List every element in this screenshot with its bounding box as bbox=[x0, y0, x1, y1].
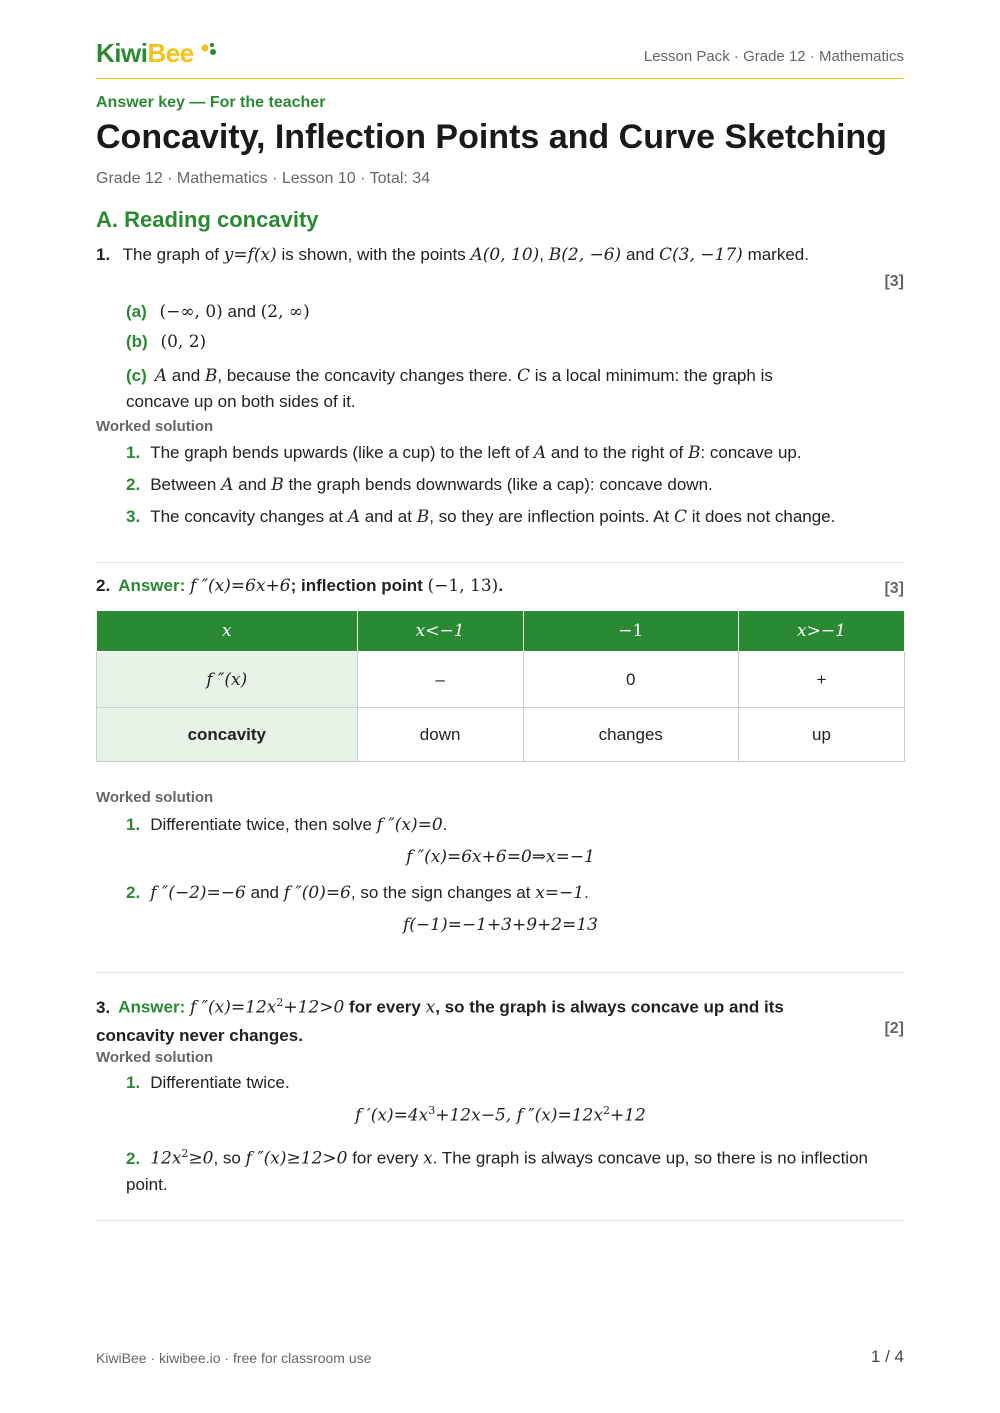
page-title: Concavity, Inflection Points and Curve Sketching bbox=[96, 118, 887, 156]
table-header: x bbox=[97, 611, 358, 652]
table-cell: down bbox=[357, 708, 523, 762]
table-cell: – bbox=[357, 652, 523, 708]
q1-step-2: 2. Between A and B the graph bends downwards (like a cap): concave down. bbox=[126, 475, 713, 495]
table-header: −1 bbox=[523, 611, 738, 652]
divider bbox=[96, 1220, 904, 1221]
table-row bbox=[97, 708, 905, 762]
q1-step-1: 1. The graph bends upwards (like a cup) to the left of A and to the right of B: concave up. bbox=[126, 443, 802, 463]
table-header: x>−1 bbox=[738, 611, 904, 652]
q3-marks: [2] bbox=[884, 1020, 904, 1037]
q1-part-b: (b) (0, 2) bbox=[126, 332, 207, 352]
divider bbox=[96, 972, 904, 973]
q2-display-eq-2: f(−1)=−1+3+9+2=13 bbox=[403, 915, 598, 935]
q2-marks: [3] bbox=[884, 580, 904, 597]
row-header: f ″(x) bbox=[97, 652, 358, 708]
q3-step-1: 1. Differentiate twice. bbox=[126, 1073, 290, 1092]
page-number: 1 / 4 bbox=[870, 1347, 904, 1366]
q2-worked-solution-label: Worked solution bbox=[96, 789, 214, 806]
table-row bbox=[97, 652, 905, 708]
table-header-row bbox=[97, 611, 905, 652]
lesson-meta: Grade 12 · Mathematics · Lesson 10 · Total: 34 bbox=[96, 170, 431, 187]
q1-part-a: (a) (−∞, 0) and (2, ∞) bbox=[126, 302, 310, 322]
table-cell: up bbox=[738, 708, 904, 762]
kiwibee-logo: KiwiBee bbox=[96, 38, 218, 69]
divider bbox=[96, 562, 904, 563]
q3-step-2: 2. $12x^2\ge 0$, so f ″(x)≥12>0 for every x. The graph is always concave up, so there is no inflection point. bbox=[126, 1147, 868, 1194]
question-1: 1. The graph of y=f(x) is shown, with the points A(0, 10), B(2, −6) and C(3, −17) marked. bbox=[96, 245, 809, 265]
q1-step-3: 3. The concavity changes at A and at B, so they are inflection points. At C it does not change. bbox=[126, 507, 836, 527]
header-meta: Lesson Pack · Grade 12 · Mathematics bbox=[643, 48, 904, 65]
q3-display-eq: f $'(x)=4x^3+12x-5$, f $''(x)=12x^2+12$ bbox=[355, 1104, 646, 1126]
section-a-heading: A. Reading concavity bbox=[96, 207, 319, 232]
answer-label: Answer: bbox=[118, 576, 186, 595]
q3-worked-solution-label: Worked solution bbox=[96, 1049, 214, 1066]
q2-step-1: 1. Differentiate twice, then solve f ″(x)=0. bbox=[126, 815, 448, 835]
row-header: concavity bbox=[97, 708, 358, 762]
page-header bbox=[96, 38, 904, 79]
q2-display-eq-1: f ″(x)=6x+6=0⇒x=−1 bbox=[406, 847, 595, 867]
question-3: 3. Answer: f $''(x)=12x^2+12>0$ for every x, so the graph is always concave up and its concavity never changes. bbox=[96, 996, 784, 1045]
footer-text: KiwiBee · kiwibee.io · free for classroom use bbox=[96, 1350, 372, 1366]
table-header: x<−1 bbox=[357, 611, 523, 652]
answer-key-kicker: Answer key — For the teacher bbox=[96, 94, 326, 111]
table-cell: + bbox=[738, 652, 904, 708]
q2-step-2: 2. f ″(−2)=−6 and f ″(0)=6, so the sign changes at x=−1. bbox=[126, 883, 589, 903]
table-cell: changes bbox=[523, 708, 738, 762]
q1-part-c: (c) A and B, because the concavity changes there. C is a local minimum: the graph is concave up on both sides of it. bbox=[126, 366, 773, 411]
sign-table bbox=[96, 610, 905, 762]
answer-label: Answer: bbox=[118, 997, 186, 1017]
q1-worked-solution-label: Worked solution bbox=[96, 418, 214, 435]
bee-dots-icon bbox=[200, 42, 218, 58]
question-2: 2. Answer: f ″(x)=6x+6; inflection point (−1, 13). bbox=[96, 576, 504, 596]
q1-marks: [3] bbox=[884, 273, 904, 290]
table-cell: 0 bbox=[523, 652, 738, 708]
